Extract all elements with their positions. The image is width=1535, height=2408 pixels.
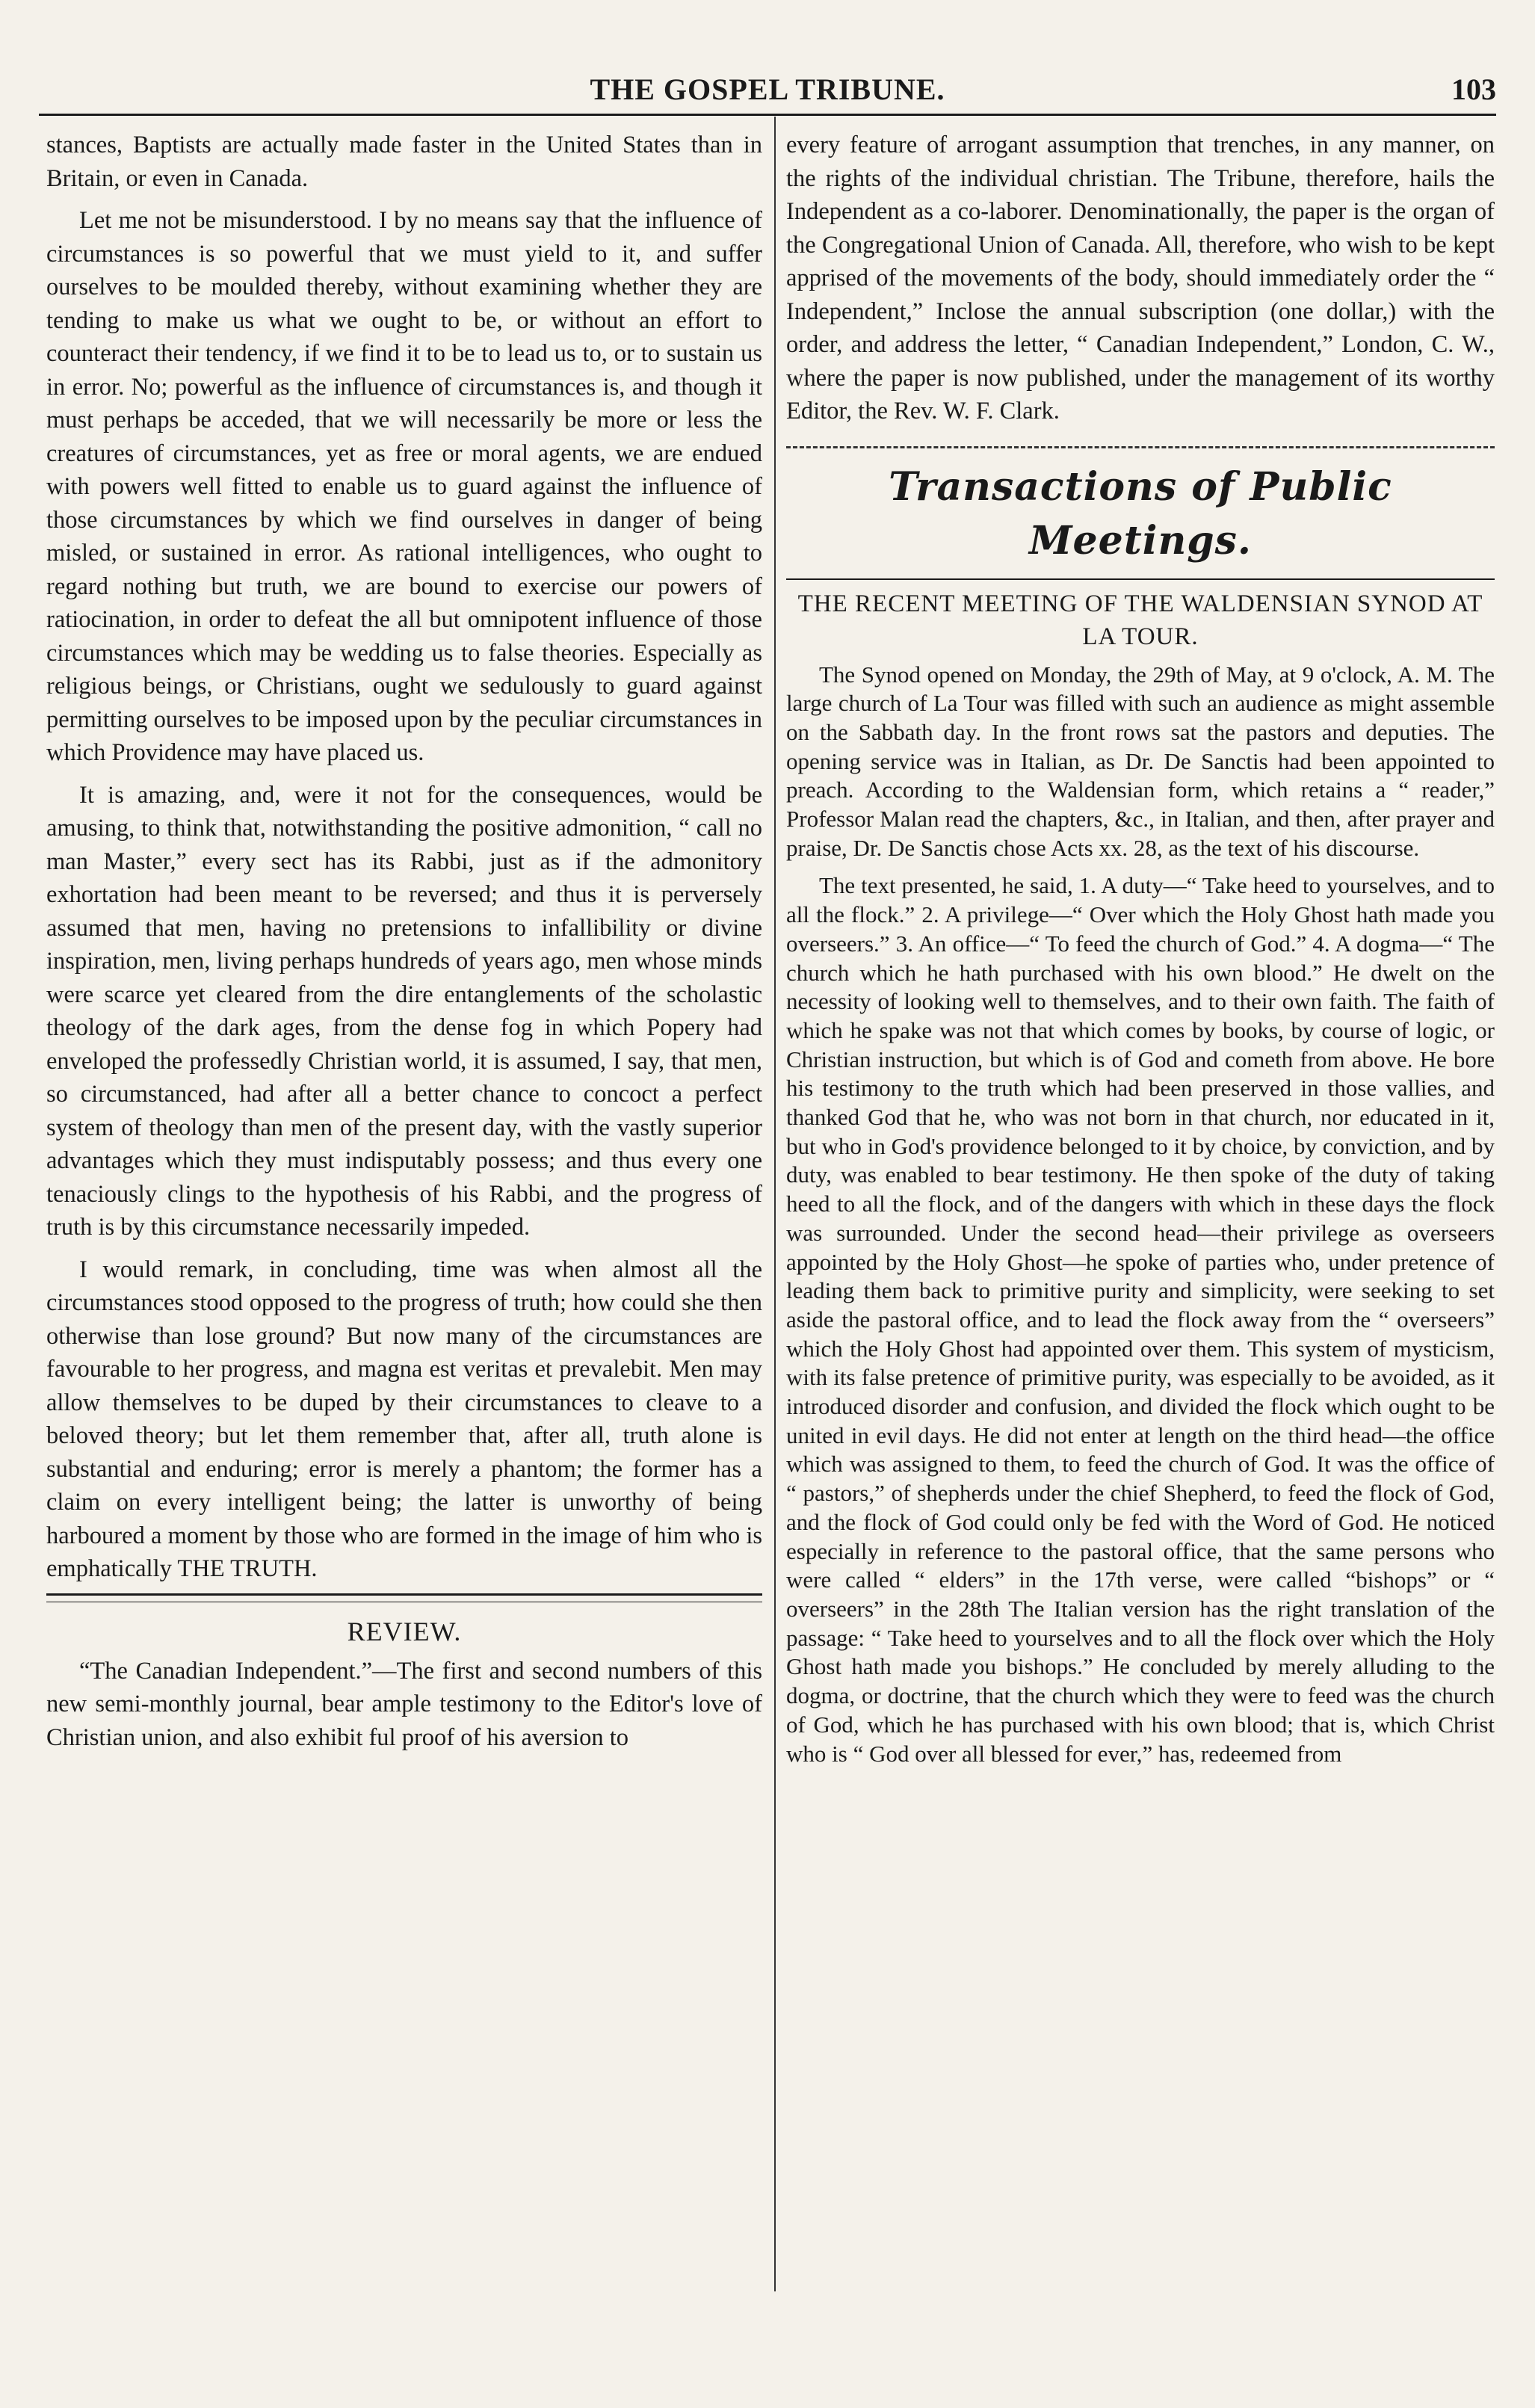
left-column [46,129,762,1754]
paragraph: The text presented, he said, 1. A duty—“ Take heed to yourselves, and to all the flock.” 2. A privilege—“ Over which the Holy Ghost hath made you overseers.” 3. An office—“ To feed the church of God.” 4. A dogma—“ The church which he hath purchased with his own blood.” He dwelt on the necessity of looking well to themselves, and to their own faith. The faith of which he spake was not that which comes by books, by course of logic, or Christian instruction, but which is of God and cometh from above. He bore his testimony to the truth which had been preserved in those vallies, and thanked God that he, who was not born in that church, nor educated in it, but who in God's providence belonged to it by choice, by conviction, and by duty, was enabled to bear testimony. He then spoke of the duty of taking heed to all the flock, and of the dangers with which in these days the flock was surrounded. Under the second head—their privilege as overseers appointed by the Holy Ghost—he spoke of parties who, under pretence of leading them back to primitive purity and simplicity, were seeking to set aside the pastoral office, and to lead the flock away from the “ overseers” which the Holy Ghost had appointed over them. This system of mysticism, with its false pretence of primitive purity, was especially to be avoided, as it introduced disorder and confusion, and divided the flock which ought to be united in evil days. He did not enter at length on the third head—the office which was assigned to them, to feed the church of God. It was the office of “ pastors,” of shepherds under the chief Shepherd, to feed the flock of God, and the flock of God could only be fed with the Word of God. He noticed especially in reference to the pastoral office, that the same persons who were called “ elders” in the 17th verse, were called “bishops” or “ overseers” in the 28th The Italian version has the right translation of the passage: “ Take heed to yourselves and to all the flock over which the Holy Ghost hath made you bishops.” He concluded by merely alluding to the dogma, or doctrine, that the church which they were to feed was the church of God, which he has purchased with his own blood; that is, which Christ who is “ God over all blessed for ever,” has, redeemed from [786,872,1495,1767]
page-number: 103 [1451,72,1496,106]
section-divider [786,578,1495,580]
paragraph: stances, Baptists are actually made faster in the United States than in Britain, or even in Canada. [46,132,762,192]
paragraph: every feature of arrogant assumption that trenches, in any manner, on the rights of the individual christian. The Tribune, therefore, hails the Independent as a co-laborer. Denominationally, the paper is the organ of the Congregational Union of Canada. All, therefore, who wish to be kept apprised of the movements of the body, should immediately order the “ Independent,” Inclose the annual subscription (one dollar,) with the order, and address the letter, “ Canadian Independent,” London, C. W., where the paper is now published, under the management of its worthy Editor, the Rev. W. F. Clark. [786,132,1495,425]
paragraph: I would remark, in concluding, time was when almost all the circumstances stood opposed to the progress of truth; how could she then otherwise than lose ground? But now many of the circumstances are favourable to her progress, and magna est veritas et prevalebit. Men may allow themselves to be duped by their circumstances to cleave to a beloved theory; but let them remember that, after all, truth alone is substantial and enduring; error is merely a phantom; the former has a claim on every intelligent being; the latter is unworthy of being harboured a moment by those who are formed in the image of him who is emphatically THE TRUTH. [46,1256,762,1582]
page-header [39,69,1496,117]
section-divider [46,1593,762,1602]
paragraph: Let me not be misunderstood. I by no means say that the influence of circumstances is so powerful that we must yield to it, and suffer ourselves to be moulded thereby, without examining whether they are tending to make us what we ought to be, or without an effort to counteract their tendency, if we find it to be to lead us to, or to sustain us in error. No; powerful as the influence of circumstances is, and though it must perhaps be acceded, that we will necessarily be more or less the creatures of circumstances, yet as free or moral agents, we are endued with powers well fitted to enable us to guard against the influence of those circumstances by which we find ourselves in danger of being misled, or sustained in error. As rational intelligences, who ought to regard nothing but truth, we are bound to exercise our powers of ratiocination, in order to defeat the all but omnipotent influence of those circumstances which may be wedding us to false theories. Especially as religious beings, or Christians, ought we sedulously to guard against permitting ourselves to be imposed upon by the peculiar circumstances in which Providence may have placed us. [46,207,762,766]
publication-title: THE GOSPEL TRIBUNE. [590,72,945,106]
paragraph: “The Canadian Independent.”—The first and second numbers of this new semi-monthly journal, bear ample testimony to the Editor's love of Christian union, and also exhibit ful proof of his aversion to [46,1657,762,1751]
article-title: THE RECENT MEETING OF THE WALDENSIAN SYNOD AT LA TOUR. [797,590,1483,650]
column-divider [774,117,776,2291]
right-column [786,129,1495,1768]
decorative-divider [786,446,1495,451]
header-rule [39,114,1496,116]
paragraph: The Synod opened on Monday, the 29th of May, at 9 o'clock, A. M. The large church of La Tour was filled with such an audience as might assemble on the Sabbath day. In the front rows sat the pastors and deputies. The opening service was in Italian, as Dr. De Sanctis had been appointed to preach. According to the Waldensian form, which retains a “ reader,” Professor Malan read the chapters, &c., in Italian, and then, after prayer and praise, Dr. De Sanctis chose Acts xx. 28, as the text of his discourse. [786,661,1495,861]
review-heading: REVIEW. [347,1616,462,1646]
section-heading: Transactions of Public Meetings. [889,463,1392,564]
paragraph: It is amazing, and, were it not for the consequences, would be amusing, to think that, notwithstanding the positive admonition, “ call no man Master,” every sect has its Rabbi, just as if the admonitory exhortation had been meant to be reversed; and thus it is perversely assumed that men, having no pretensions to infallibility or divine inspiration, men, living perhaps hundreds of years ago, men whose minds were scarce yet cleared from the dire entanglements of the scholastic theology of the dark ages, from the dense fog in which Popery had enveloped the professedly Christian world, it is assumed, I say, that men, so circumstanced, had after all a better chance to concoct a perfect system of theology than men of the present day, with the vastly superior advantages which they must indisputably possess; and thus every one tenaciously clings to the hypothesis of his Rabbi, and the progress of truth is by this circumstance necessarily impeded. [46,781,762,1241]
